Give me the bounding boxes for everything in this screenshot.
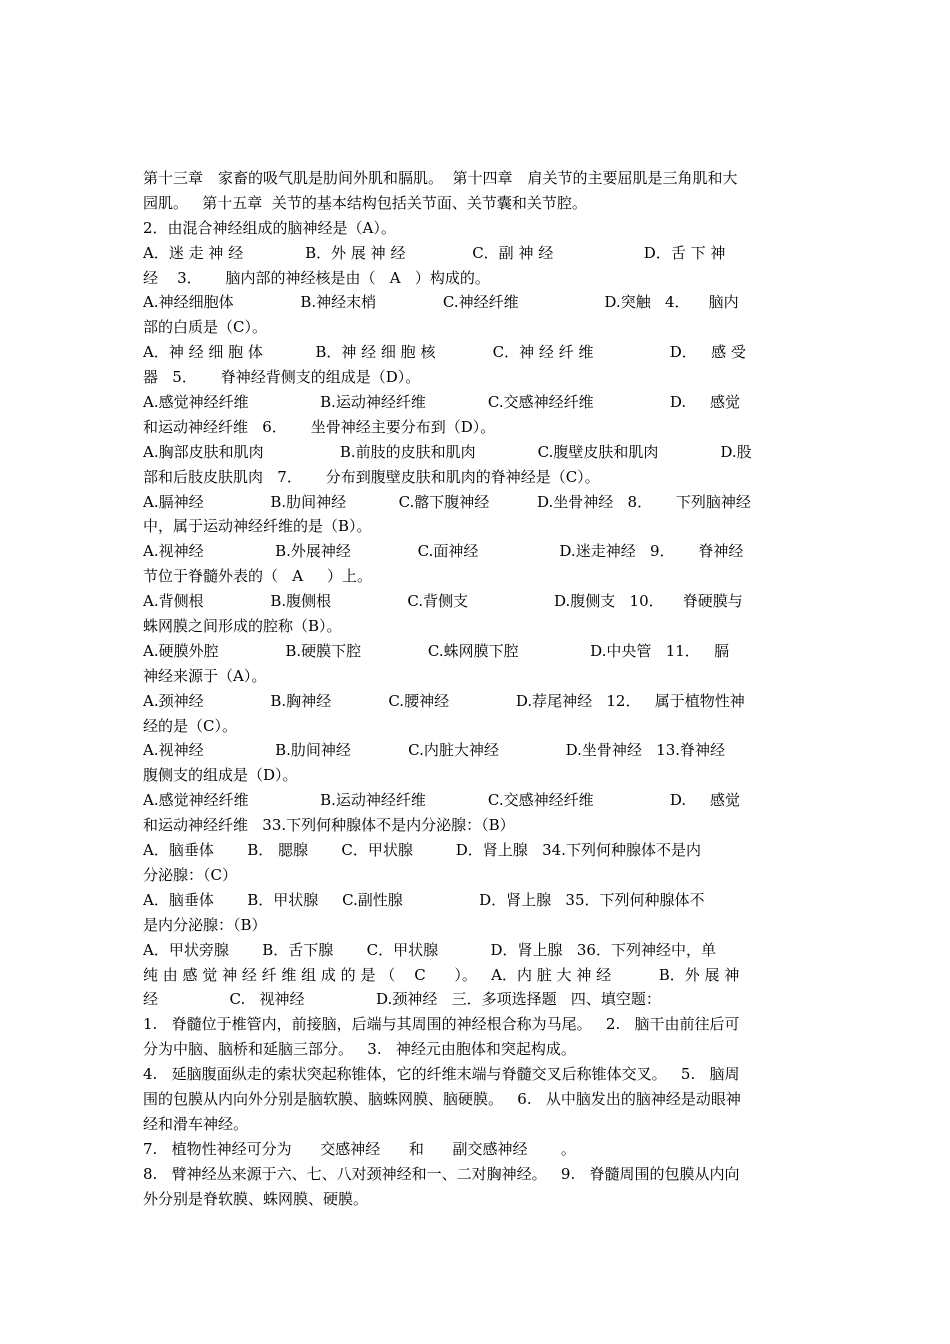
text-line: 4. 延脑腹面纵走的索状突起称锥体，它的纤维末端与脊髓交叉后称锥体交叉。 5. 脑周 [143, 1065, 740, 1084]
text-line: 部和后肢皮肤肌肉 7． 分布到腹壁皮肤和肌肉的脊神经是（C）。 [143, 467, 600, 486]
text-line: 器 5． 脊神经背侧支的组成是（D）。 [143, 368, 421, 387]
text-line: 中，属于运动神经纤维的是（B）。 [143, 517, 372, 536]
text-line: A.胸部皮肤和肌肉 B.前肢的皮肤和肌肉 C.腹壁皮肤和肌肉 D.股 [143, 442, 752, 461]
text-line: 8. 臂神经丛来源于六、七、八对颈神经和一、二对胸神经。 9. 脊髓周围的包膜从内向 [143, 1164, 740, 1183]
text-line: A.视神经 B.肋间神经 C.内脏大神经 D.坐骨神经 13.脊神经 [143, 741, 726, 760]
text-line: 园肌。 第十五章 关节的基本结构包括关节面、关节囊和关节腔。 [143, 193, 587, 212]
text-line: 1. 脊髓位于椎管内，前接脑，后端与其周围的神经根合称为马尾。 2. 脑干由前往后可 [143, 1015, 740, 1034]
text-line: 神经来源于（A）。 [143, 666, 267, 685]
text-line: 分为中脑、脑桥和延脑三部分。 3. 神经元由胞体和突起构成。 [143, 1040, 576, 1059]
text-line: A.神经细胞体 B.神经末梢 C.神经纤维 D.突触 4． 脑内 [143, 293, 739, 312]
text-line: 外分别是脊软膜、蛛网膜、硬膜。 [143, 1189, 369, 1208]
text-line: 腹侧支的组成是（D）。 [143, 766, 298, 785]
text-line: 2．由混合神经组成的脑神经是（A）。 [143, 218, 396, 237]
text-line: 和运动神经纤维 6． 坐骨神经主要分布到（D）。 [143, 417, 496, 436]
text-line: 经的是（C）。 [143, 716, 237, 735]
text-line: 围的包膜从内向外分别是脑软膜、脑蛛网膜、脑硬膜。 6. 从中脑发出的脑神经是动眼神 [143, 1089, 741, 1108]
text-line: A.膈神经 B.肋间神经 C.髂下腹神经 D.坐骨神经 8． 下列脑神经 [143, 492, 751, 511]
text-line: 和运动神经纤维 33.下列何种腺体不是内分泌腺：（B） [143, 816, 515, 835]
text-line: 纯 由 感 觉 神 经 纤 维 组 成 的 是 （ C ）。 A．内 脏 大 神 经 B．外 展 神 [143, 965, 740, 984]
text-line: A.颈神经 B.胸神经 C.腰神经 D.荐尾神经 12． 属于植物性神 [143, 691, 745, 710]
text-line: A．脑垂体 B．甲状腺 C.副性腺 D．肾上腺 35．下列何种腺体不 [143, 890, 705, 909]
text-line: A．神 经 细 胞 体 B．神 经 细 胞 核 C．神 经 纤 维 D． 感 受 [143, 343, 746, 362]
text-line: 经 C. 视神经 D.颈神经 三．多项选择题 四、填空题： [143, 990, 661, 1009]
text-line: 第十三章 家畜的吸气肌是肋间外肌和膈肌。 第十四章 肩关节的主要屈肌是三角肌和大 [143, 169, 738, 187]
text-line: 蛛网膜之间形成的腔称（B）。 [143, 617, 342, 636]
text-line: A．脑垂体 B． 腮腺 C．甲状腺 D．肾上腺 34.下列何种腺体不是内 [143, 841, 701, 860]
text-line: A.感觉神经纤维 B.运动神经纤维 C.交感神经纤维 D. 感觉 [143, 393, 740, 412]
text-line: 是内分泌腺：（B） [143, 915, 267, 934]
text-line: 经和滑车神经。 [143, 1114, 249, 1133]
text-line: A．甲状旁腺 B．舌下腺 C．甲状腺 D．肾上腺 36．下列神经中，单 [143, 940, 716, 959]
text-line: A.视神经 B.外展神经 C.面神经 D.迷走神经 9． 脊神经 [143, 542, 744, 561]
document-body [143, 166, 808, 1211]
text-line: 部的白质是（C）。 [143, 318, 267, 337]
text-line: 分泌腺：（C） [143, 865, 237, 884]
text-line: A.背侧根 B.腹侧根 C.背侧支 D.腹侧支 10． 脊硬膜与 [143, 592, 743, 611]
text-line: A．迷 走 神 经 B．外 展 神 经 C．副 神 经 D．舌 下 神 [143, 243, 726, 262]
text-line: 经 3． 脑内部的神经核是由（ A ）构成的。 [143, 268, 490, 287]
text-line: A.感觉神经纤维 B.运动神经纤维 C.交感神经纤维 D. 感觉 [143, 791, 740, 810]
text-line: 7. 植物性神经可分为 交感神经 和 副交感神经 。 [143, 1139, 576, 1158]
text-line: A.硬膜外腔 B.硬膜下腔 C.蛛网膜下腔 D.中央管 11． 膈 [143, 641, 730, 660]
text-line: 节位于脊髓外表的（ A ）上。 [143, 567, 372, 586]
